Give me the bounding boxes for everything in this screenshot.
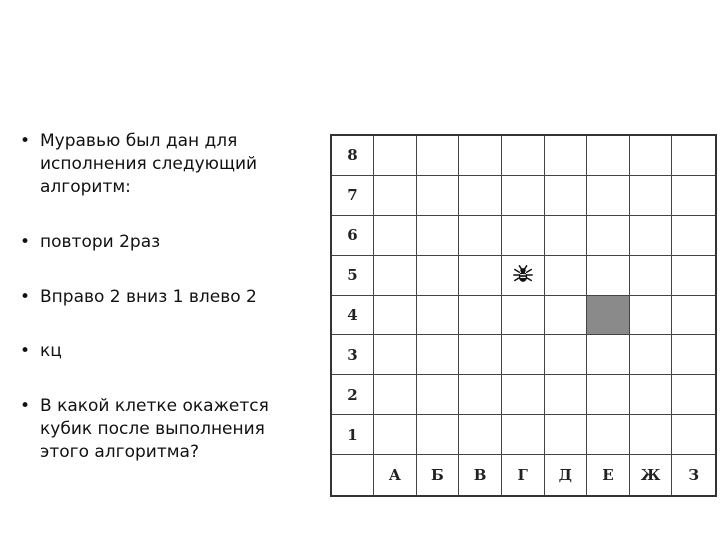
board-cell [545, 176, 588, 216]
shaded-cell [587, 296, 630, 336]
col-label: Г [502, 455, 545, 495]
bullet-text: В какой клетке окажется кубик после выполнения этого алгоритма? [40, 396, 269, 462]
board-cell [459, 216, 502, 256]
board-cell [459, 335, 502, 375]
board-cell [417, 375, 460, 415]
board-cell [545, 335, 588, 375]
board-cell [502, 296, 545, 336]
board-cell [545, 415, 588, 455]
board-cell [417, 335, 460, 375]
board-cell [502, 176, 545, 216]
board-cell [587, 415, 630, 455]
board-grid [332, 136, 715, 495]
board-cell [374, 136, 417, 176]
bullet-text: повтори 2раз [40, 232, 161, 252]
board-cell [459, 375, 502, 415]
row-label: 7 [332, 176, 374, 216]
board-cell [374, 375, 417, 415]
bullet-item [20, 395, 310, 464]
board-cell [587, 136, 630, 176]
board-cell [630, 256, 673, 296]
board-cell [502, 415, 545, 455]
board-cell [417, 415, 460, 455]
row-label: 4 [332, 296, 374, 336]
row-label: 6 [332, 216, 374, 256]
board-cell [502, 375, 545, 415]
board-cell [502, 335, 545, 375]
board-cell [672, 335, 715, 375]
board-cell [545, 375, 588, 415]
bullet-item [20, 231, 310, 254]
board-cell [417, 296, 460, 336]
board-cell [545, 296, 588, 336]
row-label: 1 [332, 415, 374, 455]
bullet-dot: • [20, 287, 31, 307]
col-label: В [459, 455, 502, 495]
board-cell [374, 335, 417, 375]
board-cell [374, 415, 417, 455]
bullet-item [20, 130, 310, 199]
bullet-list [20, 130, 310, 496]
board-cell [587, 216, 630, 256]
col-label: Б [417, 455, 460, 495]
board-cell [502, 216, 545, 256]
bullet-dot: • [20, 341, 31, 361]
ant-icon [512, 264, 534, 286]
board-cell [630, 176, 673, 216]
row-label: 5 [332, 256, 374, 296]
ant-board [330, 134, 717, 497]
col-label: З [688, 466, 700, 485]
board-cell [672, 256, 715, 296]
board-cell [374, 256, 417, 296]
board-cell [374, 176, 417, 216]
board-cell [630, 335, 673, 375]
board-cell [630, 136, 673, 176]
board-cell [417, 176, 460, 216]
board-cell [630, 296, 673, 336]
board-cell [502, 256, 545, 296]
row-label: 8 [332, 136, 374, 176]
board-cell [587, 256, 630, 296]
bullet-dot: • [20, 396, 31, 416]
board-cell [630, 375, 673, 415]
bullet-dot: • [20, 131, 31, 151]
board-cell [459, 296, 502, 336]
board-cell [545, 256, 588, 296]
bullet-item [20, 340, 310, 363]
board-cell [417, 216, 460, 256]
bullet-item [20, 286, 310, 309]
board-cell [374, 296, 417, 336]
board-cell [502, 136, 545, 176]
board-cell [417, 256, 460, 296]
board-cell [672, 176, 715, 216]
board-cell [459, 256, 502, 296]
board-cell [587, 176, 630, 216]
board-cell [545, 136, 588, 176]
bullet-text: Муравью был дан для исполнения следующий алгоритм: [40, 131, 258, 197]
row-label: 2 [332, 375, 374, 415]
board-cell [672, 375, 715, 415]
board-cell [459, 176, 502, 216]
board-cell [587, 375, 630, 415]
col-label: Д [545, 455, 588, 495]
col-label: А [374, 455, 417, 495]
col-label: Е [587, 455, 630, 495]
col-label: Ж [630, 455, 673, 495]
board-cell [459, 136, 502, 176]
corner-cell [332, 455, 374, 495]
board-cell [459, 415, 502, 455]
board-cell [672, 136, 715, 176]
board-cell [417, 136, 460, 176]
board-cell [672, 296, 715, 336]
bullet-text: Вправо 2 вниз 1 влево 2 [40, 287, 257, 307]
row-label: 3 [332, 335, 374, 375]
board-cell [630, 415, 673, 455]
bullet-text: кц [40, 341, 62, 361]
board-cell [545, 216, 588, 256]
board-cell [587, 335, 630, 375]
board-cell [630, 216, 673, 256]
board-cell [374, 216, 417, 256]
board-cell [672, 216, 715, 256]
bullet-dot: • [20, 232, 31, 252]
board-cell [672, 415, 715, 455]
